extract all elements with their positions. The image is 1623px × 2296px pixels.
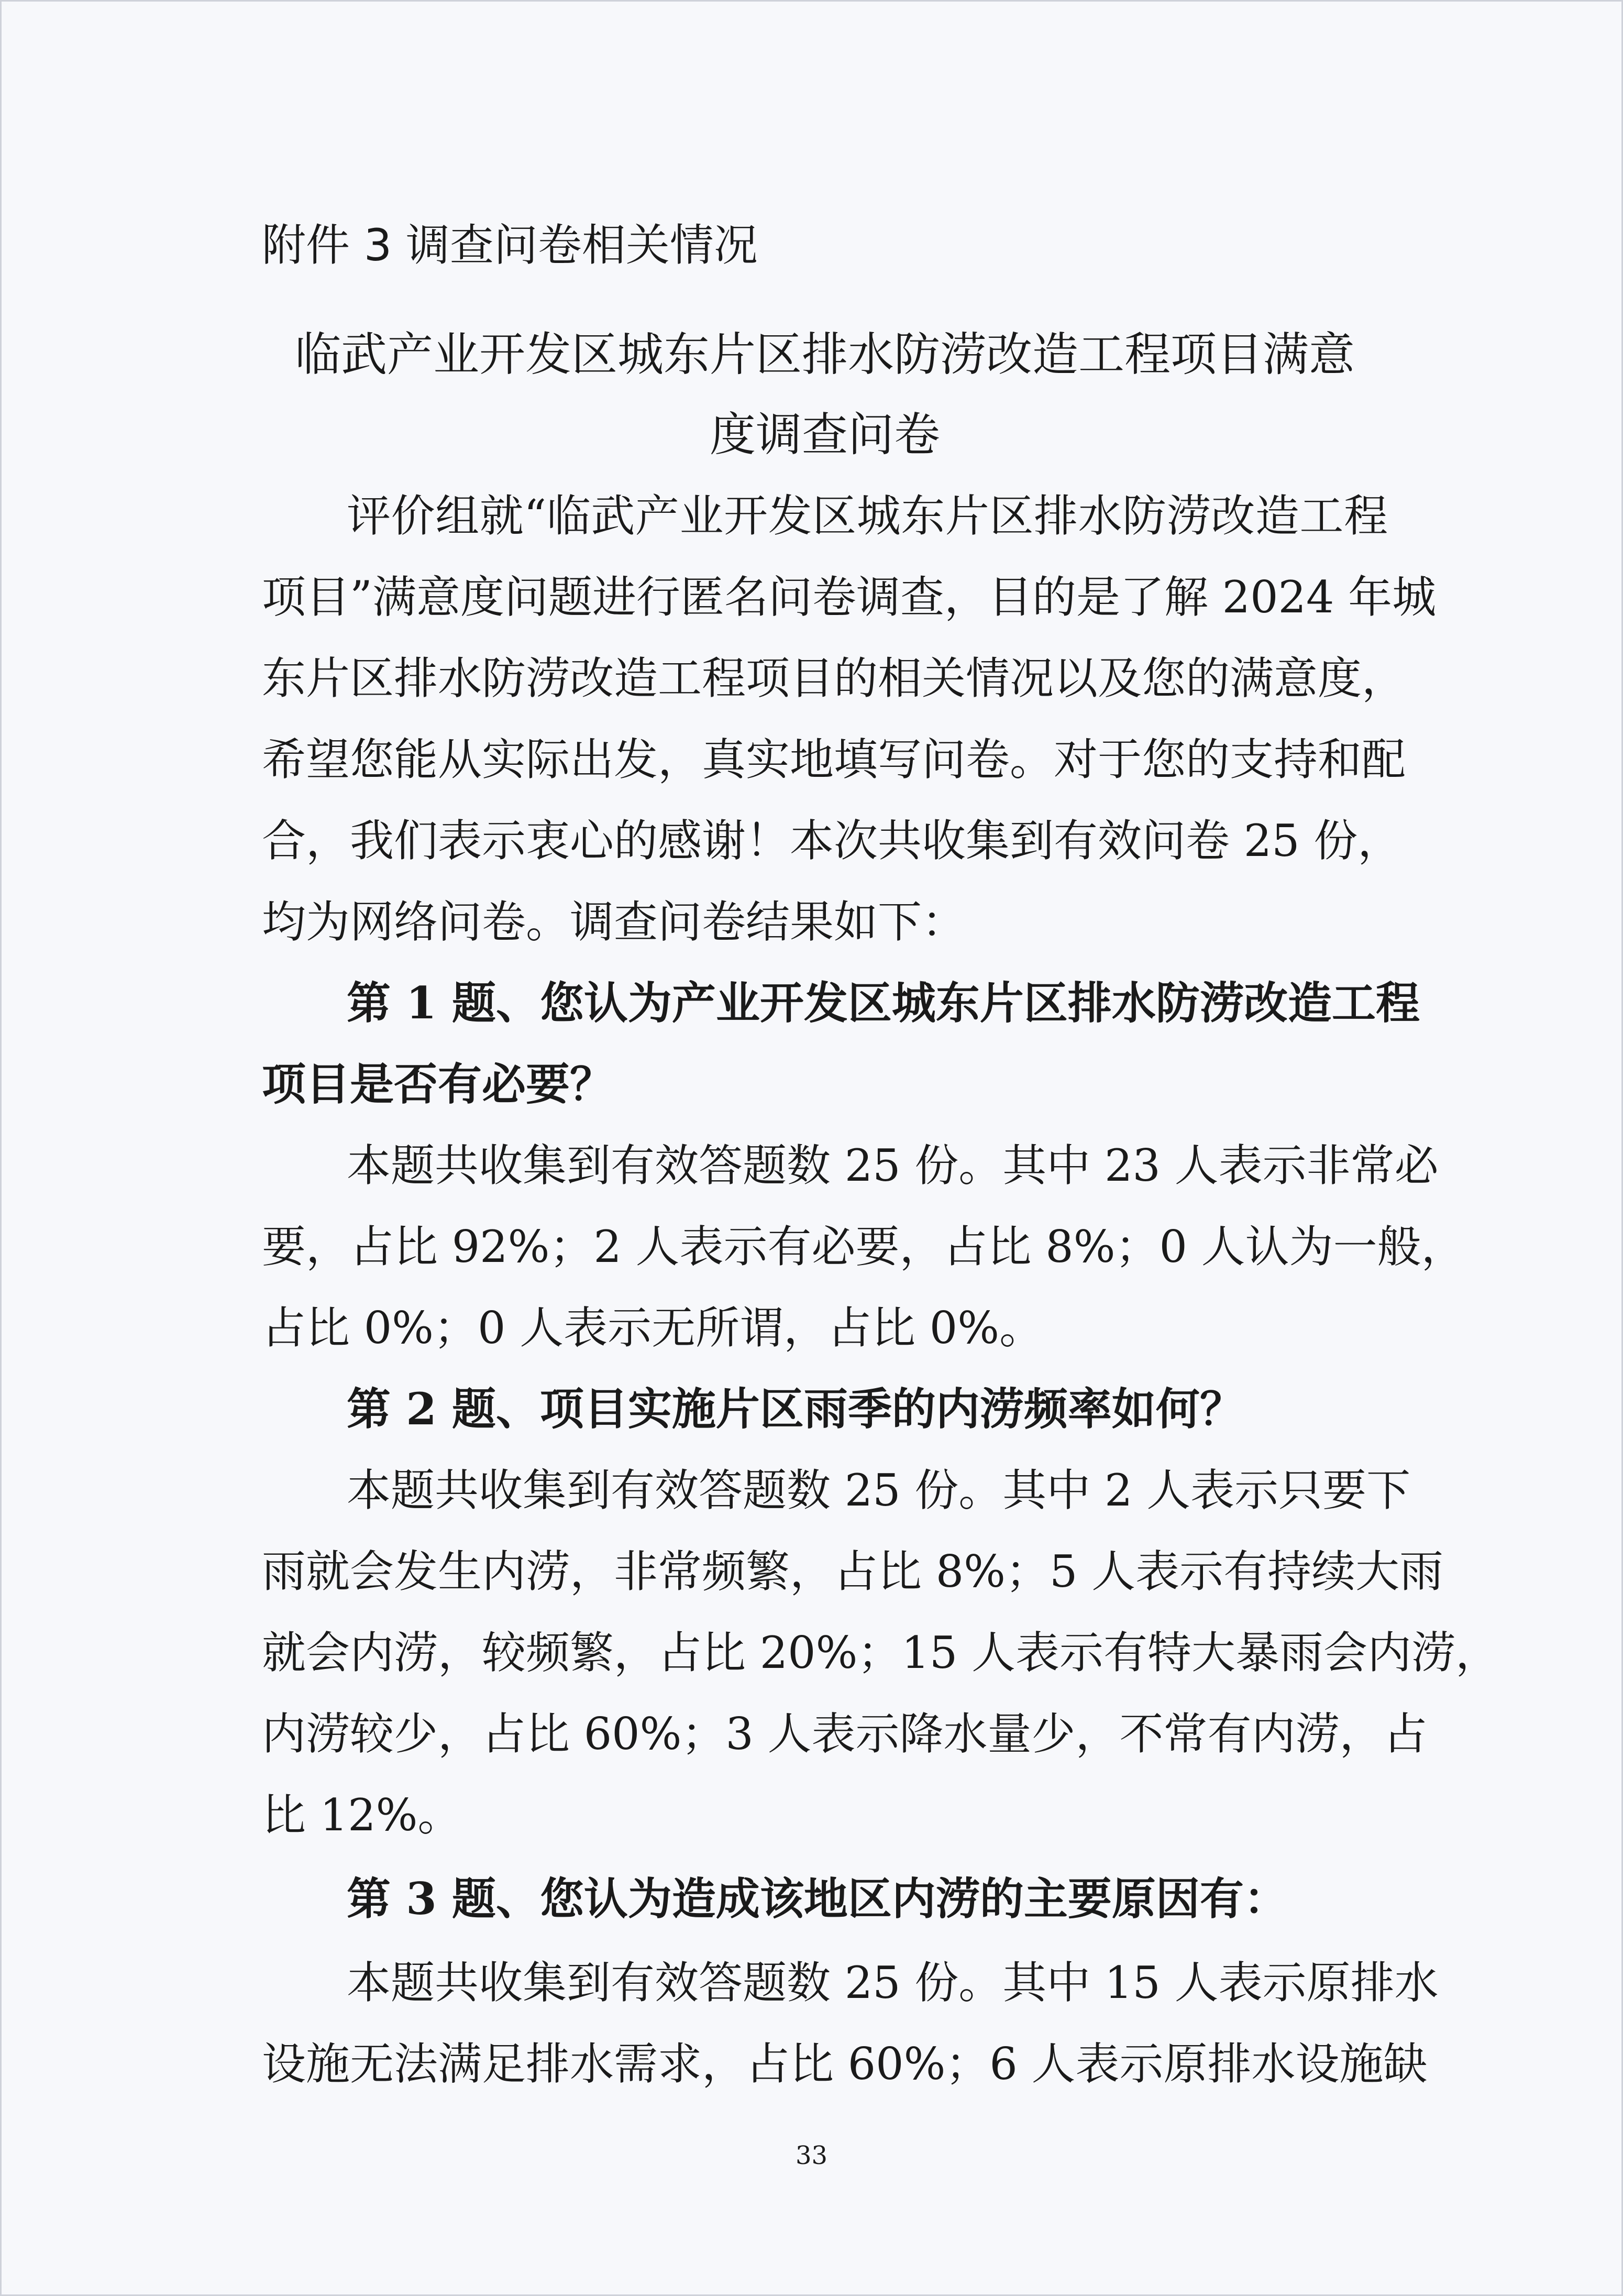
question-1-heading: 项目是否有必要？ [262, 1058, 614, 1110]
answer-2-line: 内涝较少，占比 60%；3 人表示降水量少，不常有内涝，占 [262, 1708, 1428, 1760]
intro-paragraph-line: 均为网络问卷。调查问卷结果如下： [262, 896, 966, 948]
answer-1-line: 本题共收集到有效答题数 25 份。其中 23 人表示非常必 [347, 1140, 1439, 1191]
question-3-heading: 第 3 题、您认为造成该地区内涝的主要原因有： [347, 1873, 1288, 1925]
answer-3-line: 本题共收集到有效答题数 25 份。其中 15 人表示原排水 [347, 1957, 1439, 2008]
question-1-heading: 第 1 题、您认为产业开发区城东片区排水防涝改造工程 [347, 977, 1420, 1029]
page-number: 33 [795, 2141, 828, 2170]
answer-1-line: 要，占比 92%；2 人表示有必要，占比 8%；0 人认为一般， [262, 1221, 1465, 1272]
answer-1-line: 占比 0%；0 人表示无所谓，占比 0%。 [262, 1302, 1044, 1354]
intro-paragraph-line: 合，我们表示衷心的感谢！本次共收集到有效问卷 25 份， [262, 815, 1402, 866]
question-2-heading: 第 2 题、项目实施片区雨季的内涝频率如何？ [347, 1383, 1244, 1435]
intro-paragraph-line: 评价组就“临武产业开发区城东片区排水防涝改造工程 [347, 490, 1388, 542]
intro-paragraph-line: 项目”满意度问题进行匿名问卷调查，目的是了解 2024 年城 [262, 572, 1437, 623]
answer-2-line: 就会内涝，较频繁，占比 20%；15 人表示有特大暴雨会内涝， [262, 1627, 1499, 1678]
answer-2-line: 比 12%。 [262, 1789, 462, 1841]
document-title-line-1: 临武产业开发区城东片区排水防涝改造工程项目满意 [294, 327, 1355, 381]
answer-2-line: 雨就会发生内涝，非常频繁，占比 8%；5 人表示有持续大雨 [262, 1546, 1444, 1597]
intro-paragraph-line: 希望您能从实际出发，真实地填写问卷。对于您的支持和配 [262, 734, 1406, 785]
intro-paragraph-line: 东片区排水防涝改造工程项目的相关情况以及您的满意度， [262, 653, 1406, 704]
document-title-line-2: 度调查问卷 [709, 408, 940, 462]
answer-2-line: 本题共收集到有效答题数 25 份。其中 2 人表示只要下 [347, 1465, 1411, 1516]
answer-3-line: 设施无法满足排水需求，占比 60%；6 人表示原排水设施缺 [262, 2038, 1428, 2090]
attachment-label: 附件 3 调查问卷相关情况 [262, 219, 758, 271]
